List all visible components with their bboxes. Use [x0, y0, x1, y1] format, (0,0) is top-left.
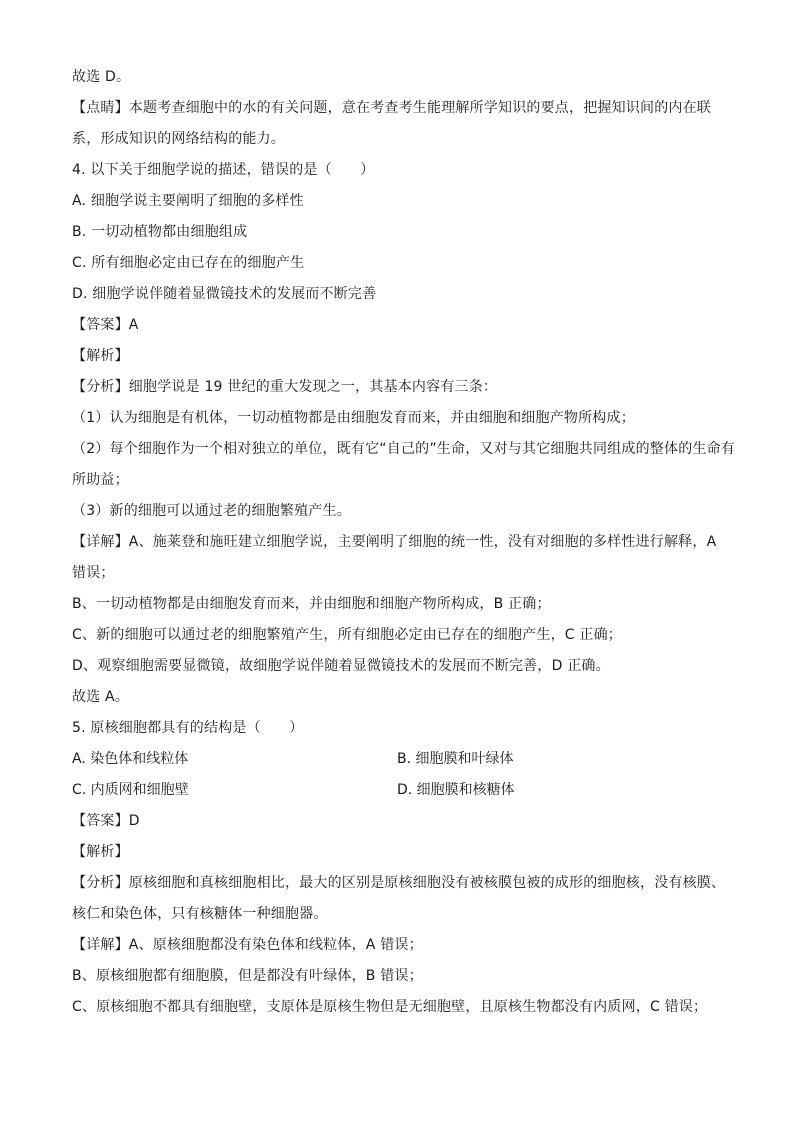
- question-5-options-row-1: [72, 744, 732, 775]
- text-line: D、观察细胞需要显微镜，故细胞学说伴随着显微镜技术的发展而不断完善，D 正确。: [72, 658, 610, 674]
- analysis-heading: 【解析】: [72, 348, 129, 364]
- question-4-option-a: A. 细胞学说主要阐明了细胞的多样性: [72, 193, 304, 209]
- question-5-option-c: C. 内质网和细胞壁: [72, 782, 189, 798]
- question-4-stem: 4. 以下关于细胞学说的描述，错误的是（ ）: [72, 162, 375, 178]
- text-line: C、新的细胞可以通过老的细胞繁殖产生，所有细胞必定由已存在的细胞产生，C 正确；: [72, 627, 622, 643]
- document-page: [72, 62, 736, 1023]
- text-line: （3）新的细胞可以通过老的细胞繁殖产生。: [72, 503, 351, 519]
- text-line: （2）每个细胞作为一个相对独立的单位，既有它“自己的”生命，又对与其它细胞共同组成的整体的生命有: [72, 441, 736, 457]
- text-line: 故选 A。: [72, 689, 130, 705]
- question-5-stem: 5. 原核细胞都具有的结构是（ ）: [72, 720, 304, 736]
- text-line: 【点睛】本题考查细胞中的水的有关问题，意在考查考生能理解所学知识的要点，把握知识间的内在联: [72, 100, 711, 116]
- question-4-option-d: D. 细胞学说伴随着显微镜技术的发展而不断完善: [72, 286, 377, 302]
- text-line: C、原核细胞不都具有细胞壁，支原体是原核生物但是无细胞壁，且原核生物都没有内质网，C 错误；: [72, 999, 708, 1015]
- text-line: 错误；: [72, 565, 115, 581]
- text-line: B、一切动植物都是由细胞发育而来，并由细胞和细胞产物所构成，B 正确；: [72, 596, 551, 612]
- text-line: （1）认为细胞是有机体，一切动植物都是由细胞发育而来，并由细胞和细胞产物所构成；: [72, 410, 635, 426]
- question-4-option-b: B. 一切动植物都由细胞组成: [72, 224, 248, 240]
- text-line: 故选 D。: [72, 69, 131, 85]
- text-line: 【分析】细胞学说是 19 世纪的重大发现之一，其基本内容有三条：: [72, 379, 498, 395]
- analysis-heading: 【解析】: [72, 844, 129, 860]
- text-line: 【分析】原核细胞和真核细胞相比，最大的区别是原核细胞没有被核膜包被的成形的细胞核，没有核膜、: [72, 875, 726, 891]
- answer-line: 【答案】A: [72, 317, 139, 333]
- text-line: 所助益；: [72, 472, 129, 488]
- answer-line: 【答案】D: [72, 813, 140, 829]
- text-line: B、原核细胞都有细胞膜，但是都没有叶绿体，B 错误；: [72, 968, 423, 984]
- text-line: 【详解】A、施莱登和施旺建立细胞学说，主要阐明了细胞的统一性，没有对细胞的多样性进行解释，A: [72, 534, 717, 550]
- text-line: 核仁和染色体，只有核糖体一种细胞器。: [72, 906, 328, 922]
- question-5-option-d: D. 细胞膜和核糖体: [397, 782, 515, 798]
- text-line: 【详解】A、原核细胞都没有染色体和线粒体，A 错误；: [72, 937, 423, 953]
- question-5-options-row-2: [72, 775, 732, 806]
- question-5-option-a: A. 染色体和线粒体: [72, 751, 189, 767]
- text-line: 系，形成知识的网络结构的能力。: [72, 131, 285, 147]
- question-5-option-b: B. 细胞膜和叶绿体: [397, 751, 514, 767]
- question-4-option-c: C. 所有细胞必定由已存在的细胞产生: [72, 255, 305, 271]
